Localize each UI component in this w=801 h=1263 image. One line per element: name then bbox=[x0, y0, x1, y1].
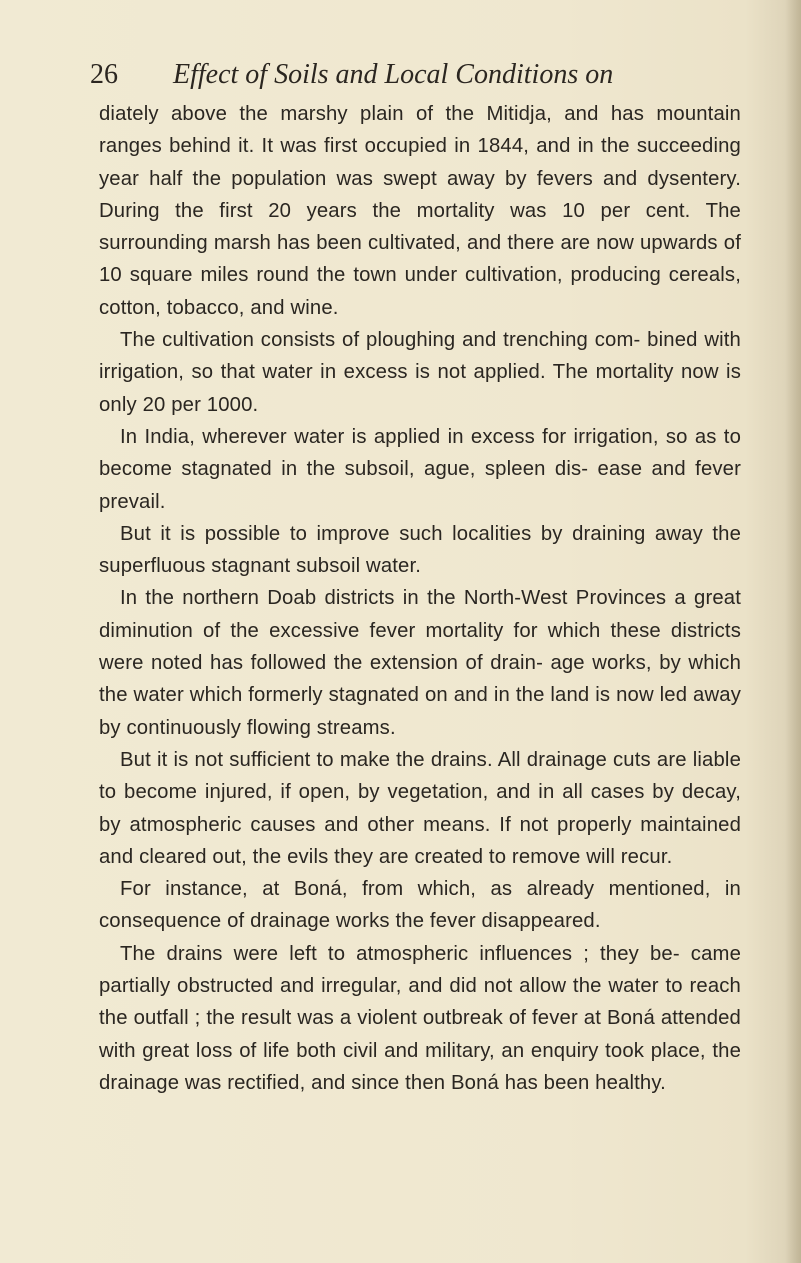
paragraph-bona-outbreak: The drains were left to atmospheric influences ; they be- came partially obstructed and irregular, and did not allow the water to reach the outfall ; the result was a violent outbreak of fever at Boná attended with great loss of life both civil and military, an enquiry took place, the drainage was rectified, and since then Boná has been healthy. bbox=[99, 942, 741, 1094]
paragraph-continuation: diately above the marshy plain of the Mitidja, and has mountain ranges behind it. It was first occupied in 1844, and in the succeeding year half the population was swept away by fevers and dysentery. During the first 20 years the mortality was 10 per cent. The surrounding marsh has been cultivated, and there are now upwards of 10 square miles round the town under cultivation, producing cereals, cotton, tobacco, and wine. bbox=[99, 103, 741, 319]
paragraph-doab-districts: In the northern Doab districts in the North-West Provinces a great diminution of the excessive fever mortality for which these districts were noted has followed the extension of drain- age works, by which the water which formerly stagnated on and in the land is now led away by continuously flowing streams. bbox=[99, 587, 741, 739]
page-header bbox=[90, 55, 730, 95]
paragraph-cultivation: The cultivation consists of ploughing and trenching com- bined with irrigation, so that water in excess is not applied. The mortality now is only 20 per 1000. bbox=[99, 329, 741, 416]
paragraph-drain-maintenance: But it is not sufficient to make the drains. All drainage cuts are liable to become injured, if open, by vegetation, and in all cases by decay, by atmospheric causes and other means. If not properly maintained and cleared out, the evils they are created to remove will recur. bbox=[99, 748, 741, 868]
page-edge-shadow bbox=[785, 0, 801, 1263]
running-title: Effect of Soils and Local Conditions on bbox=[173, 59, 614, 90]
page-number: 26 bbox=[90, 59, 118, 90]
body-text bbox=[99, 98, 741, 1099]
paragraph-draining: But it is possible to improve such localities by draining away the superfluous stagnant subsoil water. bbox=[99, 522, 741, 578]
paragraph-bona-instance: For instance, at Boná, from which, as already mentioned, in consequence of drainage works the fever disappeared. bbox=[99, 878, 741, 933]
paragraph-india-irrigation: In India, wherever water is applied in excess for irrigation, so as to become stagnated in the subsoil, ague, spleen dis- ease and fever prevail. bbox=[99, 425, 741, 513]
